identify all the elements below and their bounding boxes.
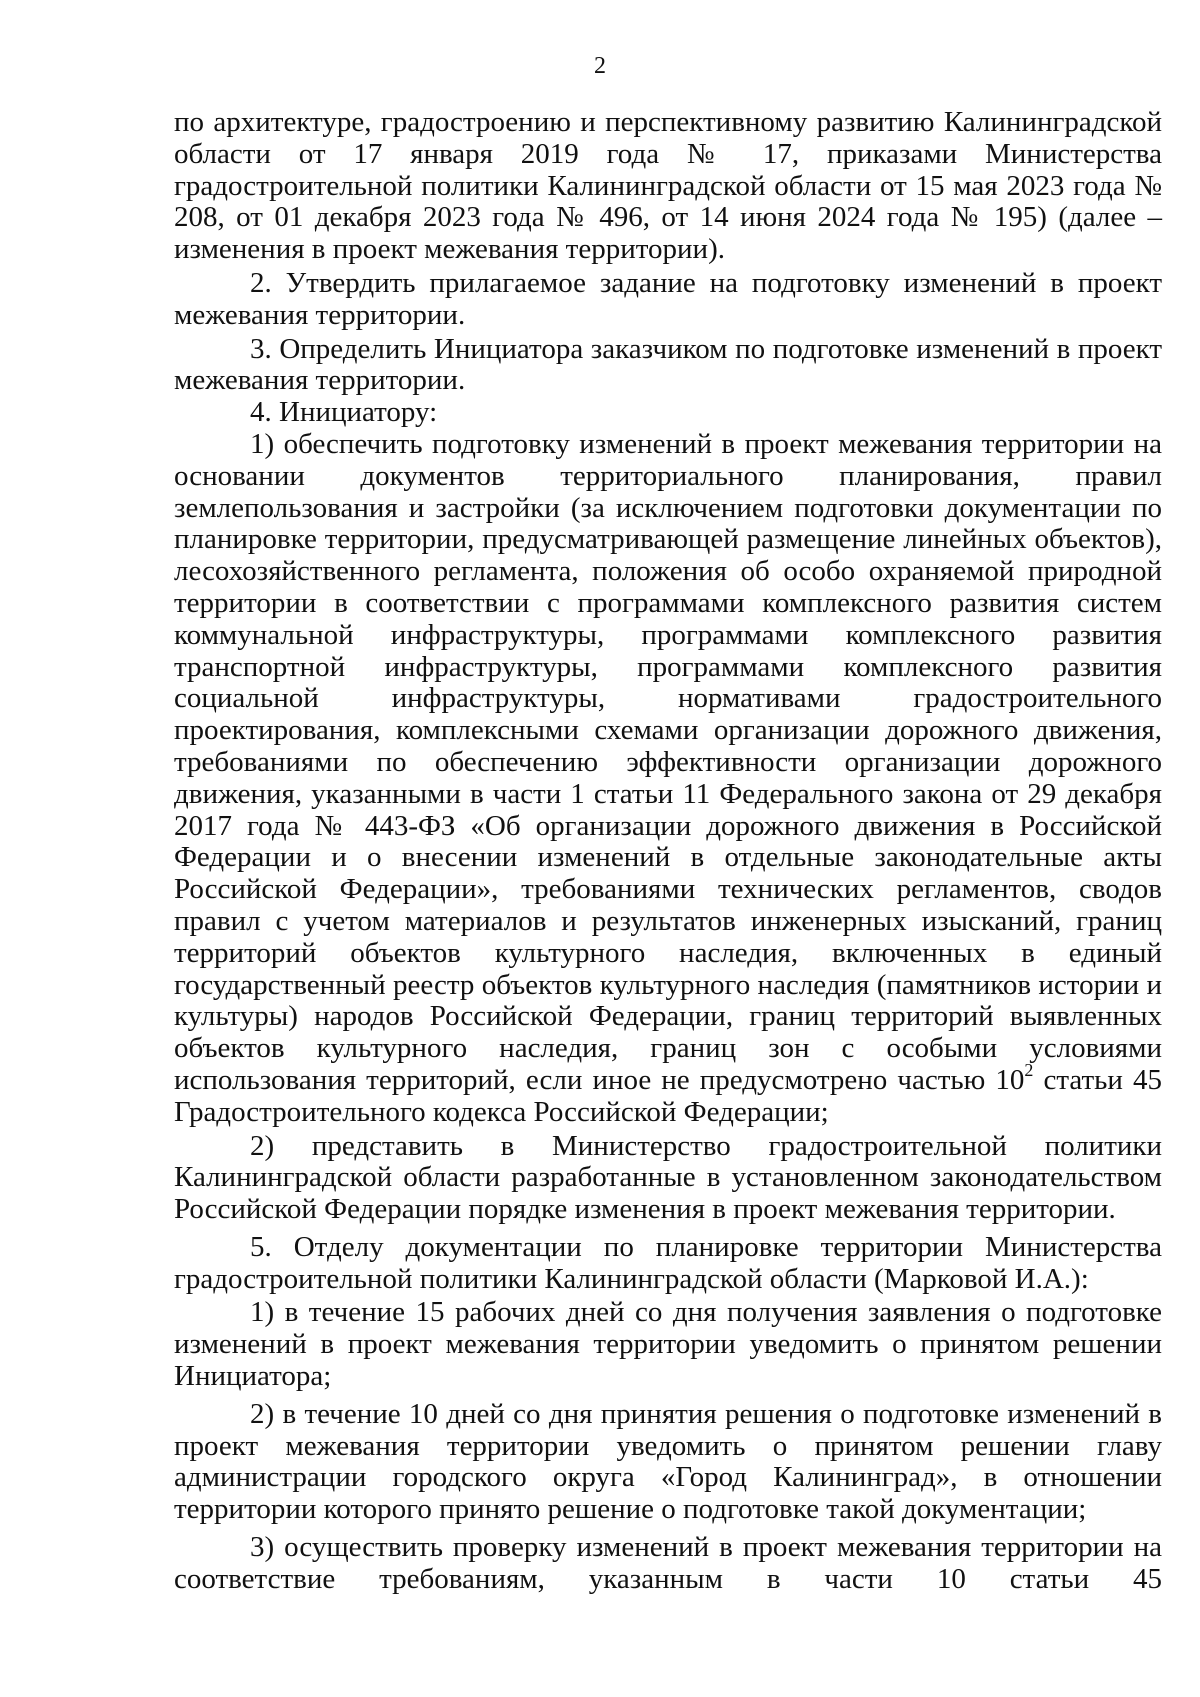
- paragraph-item-3: 3. Определить Инициатора заказчиком по подготовке изменений в проект межевания территории.: [174, 332, 1162, 397]
- paragraph-item-5-sub-1: 1) в течение 15 рабочих дней со дня получения заявления о подготовке изменений в проект межевания территории уведомить о принятом решении Инициатора;: [174, 1296, 1162, 1393]
- paragraph-item-2: 2. Утвердить прилагаемое задание на подготовку изменений в проект межевания территории.: [174, 266, 1162, 331]
- paragraph-item-5-heading: 5. Отделу документации по планировке территории Министерства градостроительной политики Калининградской области (Марковой И.А.):: [174, 1230, 1162, 1295]
- paragraph-item-4-sub-1-tail: статьи 45 Градостроительного кодекса Российской Федерации;: [174, 1063, 1162, 1128]
- superscript-marker: 2: [1024, 1060, 1034, 1081]
- paragraph-item-4-sub-2: 2) представить в Министерство градостроительной политики Калининградской области разработанные в установленном законодательством Российской Федерации порядке изменения в проект межевания территории.: [174, 1129, 1162, 1226]
- paragraph-item-4-sub-1: [174, 429, 1162, 1129]
- document-body: [174, 107, 1162, 1596]
- page-number: 2: [594, 53, 606, 79]
- paragraph-item-5-sub-2: 2) в течение 10 дней со дня принятия решения о подготовке изменений в проект межевания территории уведомить о принятом решении главу администрации городского округа «Город Калининград», в отношении территории которого принято решение о подготовке такой документации;: [174, 1397, 1162, 1526]
- paragraph-continuation: по архитектуре, градостроению и перспективному развитию Калининградской области от 17 января 2019 года № 17, приказами Министерства градостроительной политики Калининградской области от 15 мая 2023 года № 208, от 01 декабря 2023 года № 496, от 14 июня 2024 года № 195) (далее – изменения в проект межевания территории).: [174, 106, 1162, 266]
- paragraph-item-4-sub-1-text: 1) обеспечить подготовку изменений в проект межевания территории на основании документов территориального планирования, правил землепользования и застройки (за исключением подготовки документации по планировке территории, предусматривающей размещение линейных объектов), лесохозяйственного регламента, положения об особо охраняемой природной территории в соответствии с программами комплексного развития систем коммунальной инфраструктуры, программами комплексного развития транспортной инфраструктуры, программами комплексного развития социальной инфраструктуры, нормативами градостроительного проектирования, комплексными схемами организации дорожного движения, требованиями по обеспечению эффективности организации дорожного движения, указанными в части 1 статьи 11 Федерального закона от 29 декабря 2017 года № 443-ФЗ «Об организации дорожного движения в Российской Федерации и о внесении изменений в отдельные законодательные акты Российской Федерации», требованиями технических регламентов, сводов правил с учетом материалов и результатов инженерных изысканий, границ территорий объектов культурного наследия, включенных в единый государственный реестр объектов культурного наследия (памятников истории и культуры) народов Российской Федерации, границ территорий выявленных объектов культурного наследия, границ зон с особыми условиями использования территорий, если иное не предусмотрено частью 10: [174, 427, 1162, 1096]
- paragraph-item-5-sub-3: 3) осуществить проверку изменений в проект межевания территории на соответствие требованиям, указанным в части 10 статьи 45: [174, 1531, 1162, 1595]
- paragraph-item-4-heading: 4. Инициатору:: [250, 396, 438, 429]
